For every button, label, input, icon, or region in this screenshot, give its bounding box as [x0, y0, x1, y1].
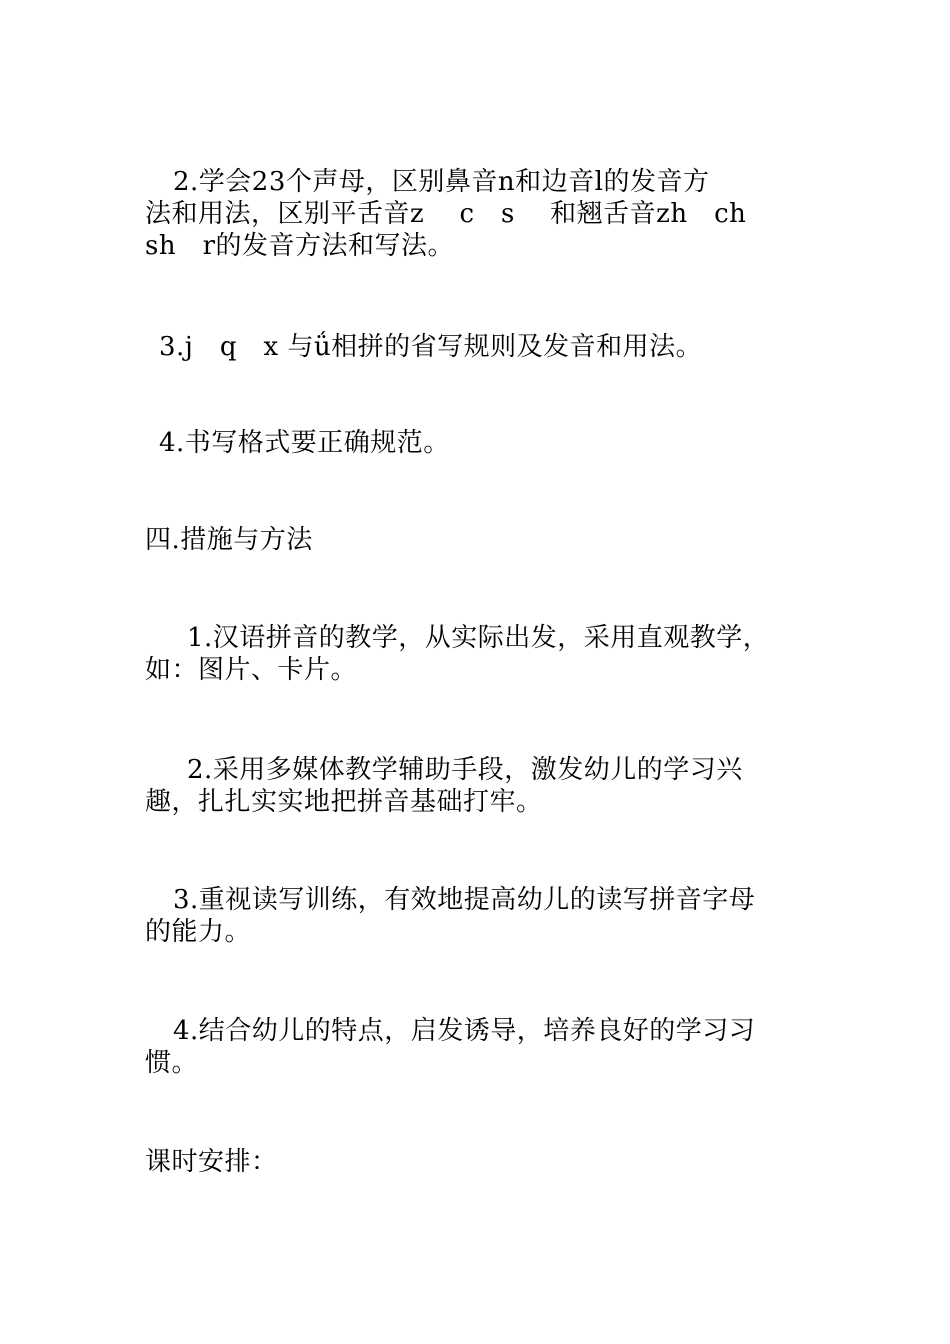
- paragraph-jqx-rule: [145, 331, 810, 363]
- section-heading: [145, 524, 810, 556]
- paragraph-line: 3.重视读写训练，有效地提高幼儿的读写拼音字母: [173, 885, 756, 915]
- paragraph-method-2: [145, 754, 810, 818]
- heading-text: 四.措施与方法: [145, 525, 313, 555]
- paragraph-initials: [145, 166, 810, 262]
- paragraph-method-1: [145, 622, 810, 686]
- paragraph-writing-format: [145, 427, 810, 459]
- paragraph-line: 法和用法，区别平舌音z c s 和翘舌音zh ch: [145, 199, 747, 229]
- paragraph-line: 2.采用多媒体教学辅助手段，激发幼儿的学习兴: [187, 755, 743, 785]
- paragraph-line: 4.结合幼儿的特点，启发诱导，培养良好的学习习: [173, 1016, 756, 1046]
- paragraph-line: 的能力。: [145, 917, 252, 947]
- paragraph-method-3: [145, 884, 810, 948]
- heading-text: 课时安排：: [145, 1147, 278, 1177]
- paragraph-line: 1.汉语拼音的教学，从实际出发，采用直观教学，: [187, 623, 770, 653]
- paragraph-line: 趣，扎扎实实地把拼音基础打牢。: [145, 787, 543, 817]
- paragraph-line: 惯。: [145, 1048, 199, 1078]
- paragraph-line: 3.j q x 与ǘ相拼的省写规则及发音和用法。: [159, 332, 703, 362]
- paragraph-line: sh r的发音方法和写法。: [145, 231, 455, 261]
- paragraph-line: 如：图片、卡片。: [145, 655, 358, 685]
- schedule-heading: [145, 1146, 810, 1178]
- paragraph-line: 2.学会23个声母，区别鼻音n和边音l的发音方: [173, 167, 710, 197]
- paragraph-method-4: [145, 1015, 810, 1079]
- paragraph-line: 4.书写格式要正确规范。: [159, 428, 450, 458]
